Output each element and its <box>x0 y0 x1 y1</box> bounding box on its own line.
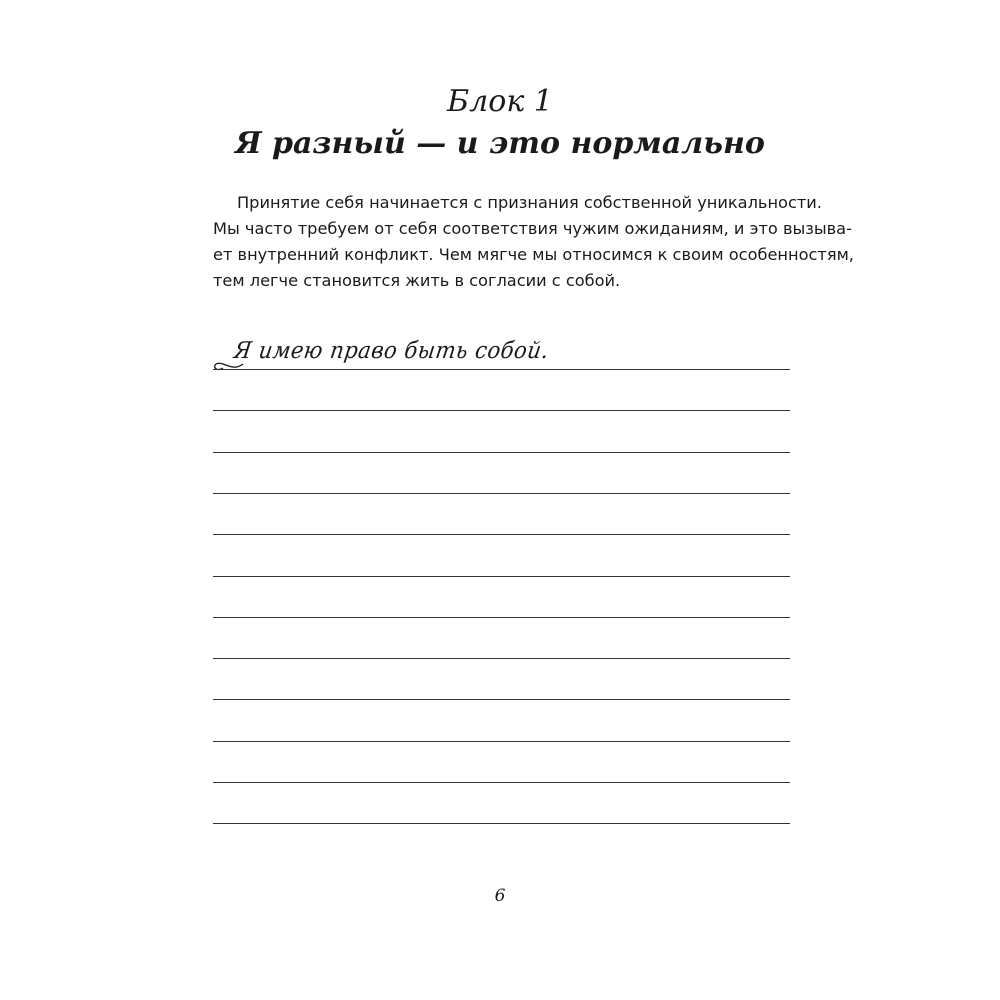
writing-line <box>213 493 790 494</box>
writing-line <box>213 617 790 618</box>
writing-line <box>213 823 790 824</box>
intro-line: ет внутренний конфликт. Чем мягче мы относимся к своим особенностям, <box>213 245 854 264</box>
writing-line <box>213 369 790 370</box>
writing-line <box>213 658 790 659</box>
intro-line: Мы часто требуем от себя соответствия чужим ожиданиям, и это вызыва- <box>213 219 852 238</box>
affirmation-text: Я имею право быть собой. <box>232 338 551 364</box>
intro-line: тем легче становится жить в согласии с собой. <box>213 271 621 290</box>
block-label: Блок 1 <box>447 84 553 119</box>
writing-line <box>213 452 790 453</box>
writing-line <box>213 699 790 700</box>
writing-line <box>213 534 790 535</box>
intro-line: Принятие себя начинается с признания собственной уникальности. <box>237 193 822 212</box>
writing-line <box>213 576 790 577</box>
page-number: 6 <box>494 886 506 906</box>
writing-line <box>213 782 790 783</box>
block-title: Я разный — и это нормально <box>235 126 765 161</box>
writing-line <box>213 741 790 742</box>
writing-line <box>213 410 790 411</box>
handwritten-affirmation <box>209 330 609 378</box>
